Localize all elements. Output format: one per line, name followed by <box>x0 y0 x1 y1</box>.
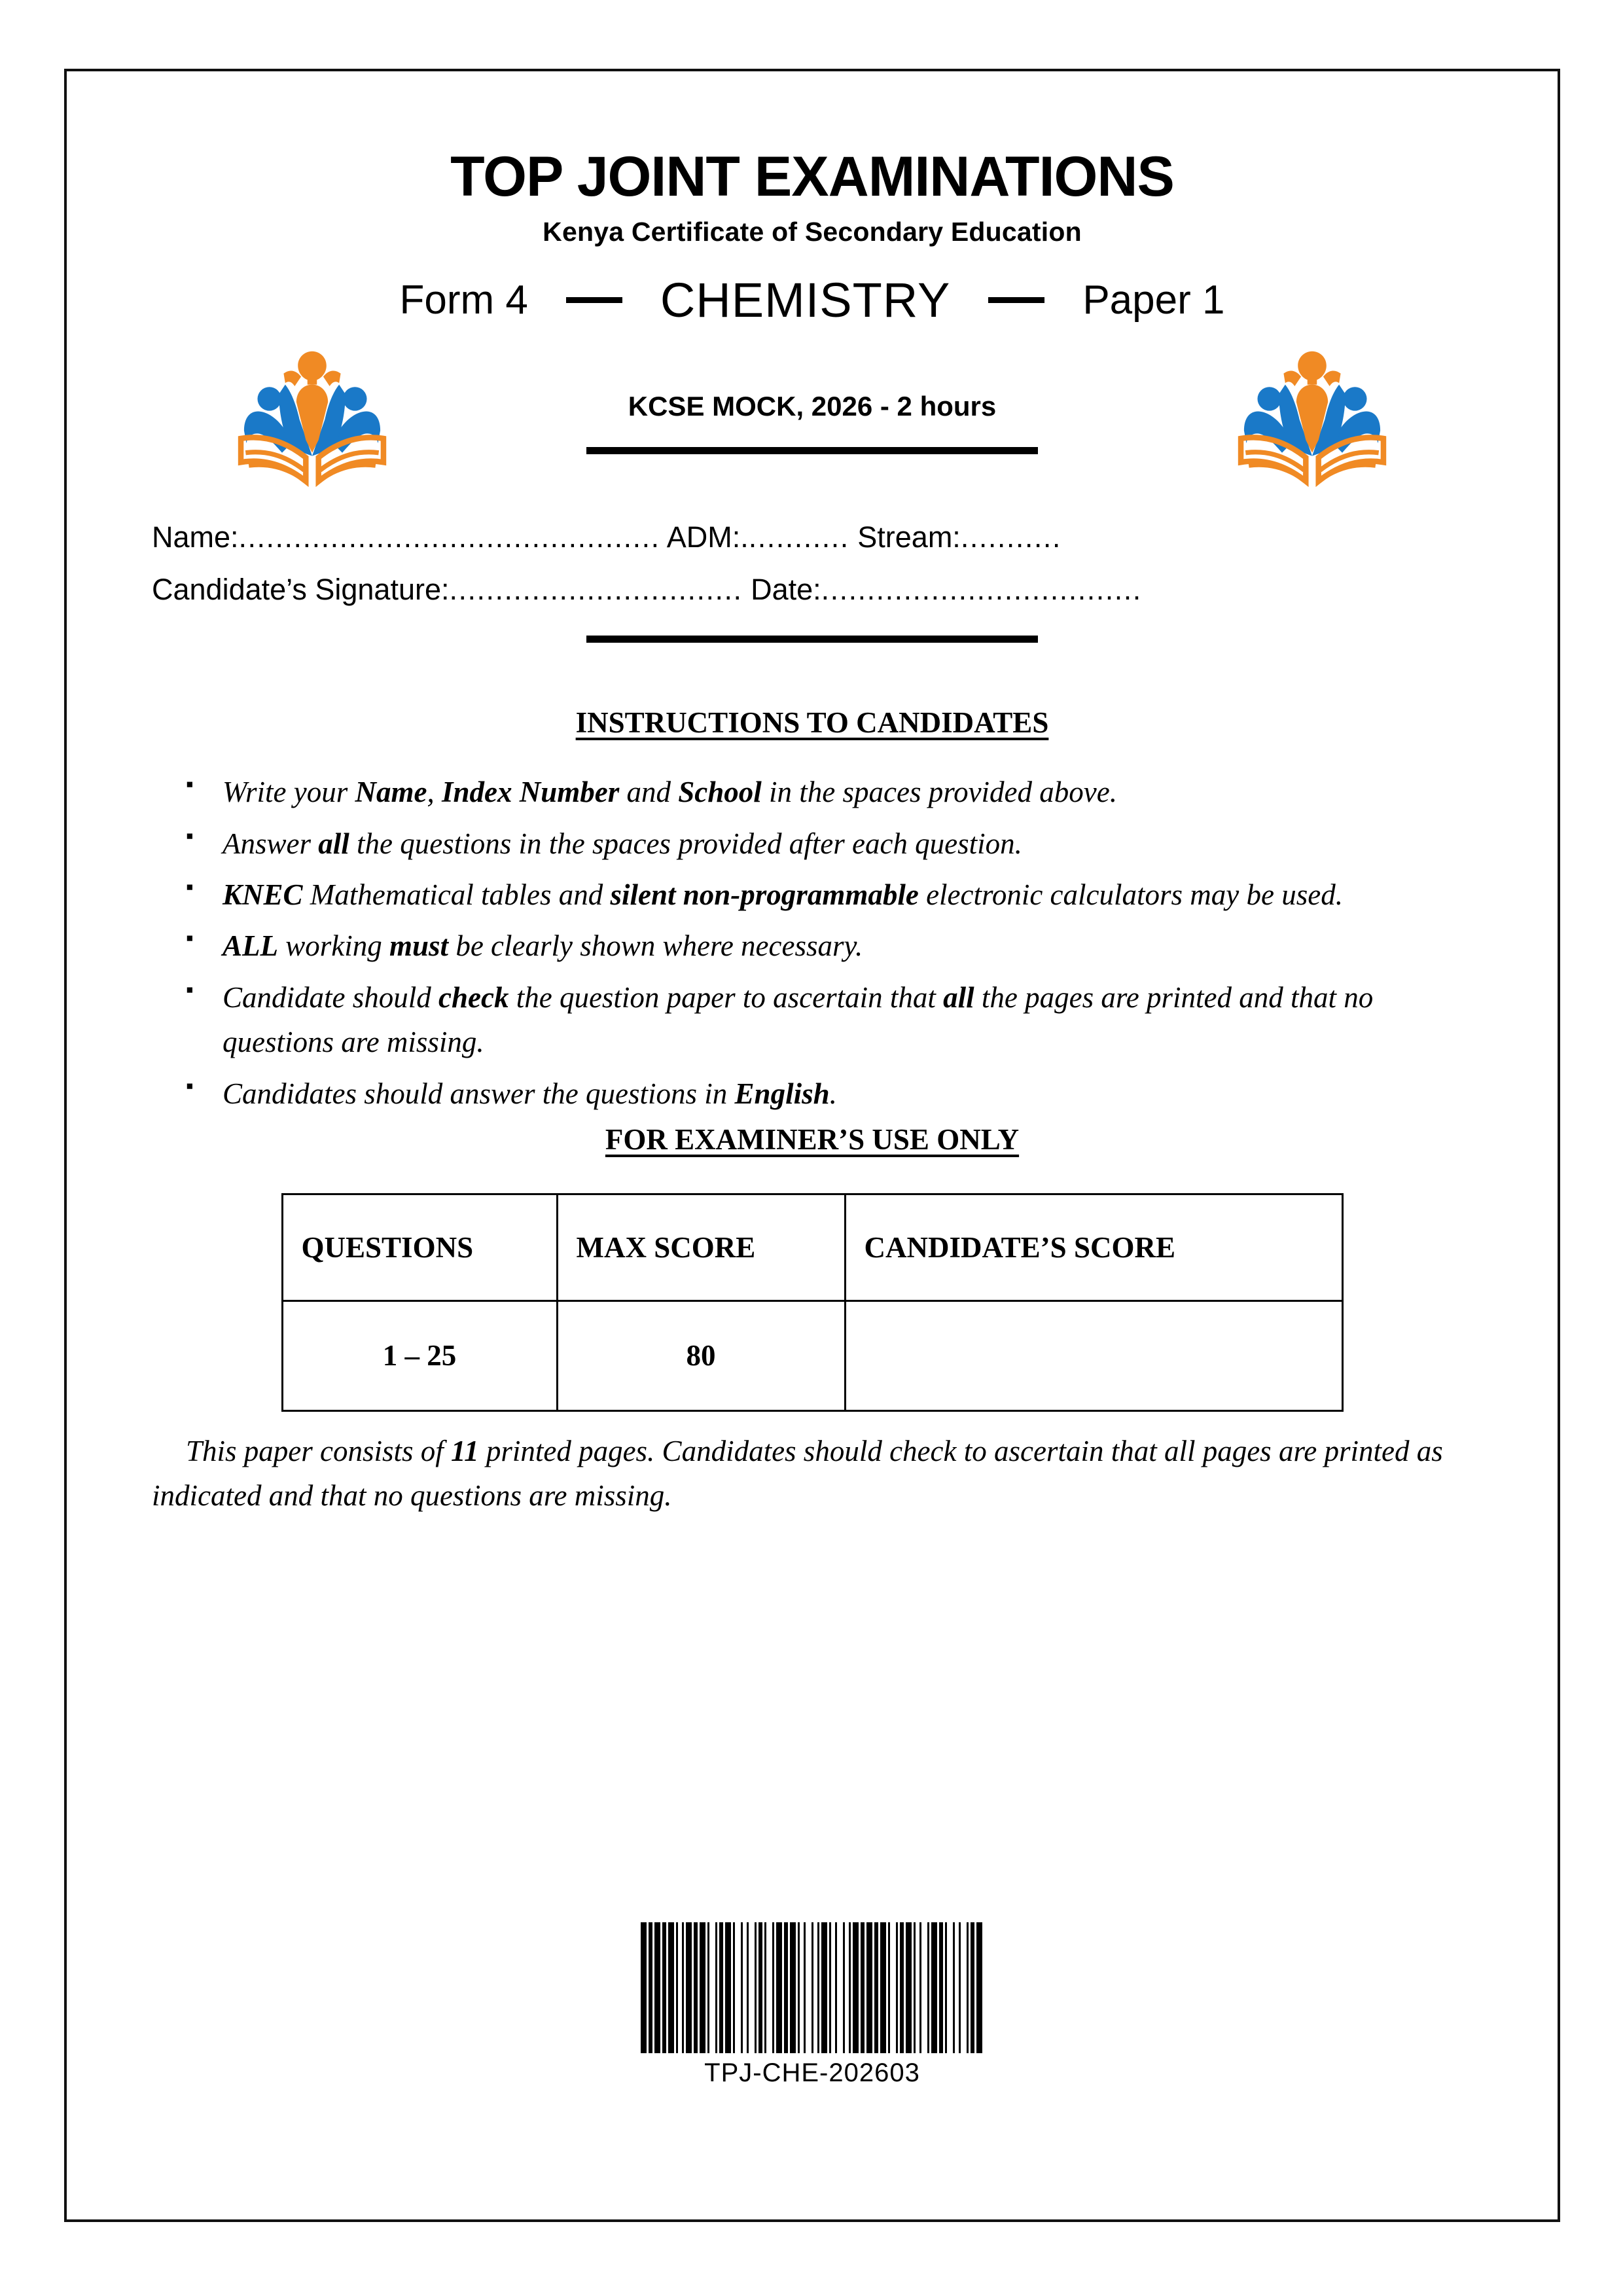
mock-exam-line: KCSE MOCK, 2026 - 2 hours <box>628 391 997 422</box>
paper-label: Paper 1 <box>1082 278 1225 323</box>
barcode-image <box>641 1922 984 2053</box>
examiner-heading: FOR EXAMINER’S USE ONLY <box>605 1122 1020 1156</box>
masthead <box>152 71 1472 247</box>
instruction-item-2: ▪ Answer all the questions in the spaces provided after each question. <box>223 821 1463 866</box>
dash-separator-right <box>988 297 1044 303</box>
divider-rule-top <box>152 447 1472 454</box>
name-label: Name: <box>152 520 239 554</box>
signature-field-row <box>152 564 1472 616</box>
page-border <box>64 69 1560 2222</box>
adm-input[interactable]: ........... <box>748 520 849 554</box>
date-label: Date: <box>751 573 821 607</box>
exam-subtitle: Kenya Certificate of Secondary Education <box>543 217 1082 247</box>
candidate-fields <box>152 511 1472 616</box>
instruction-item-5: ▪ Candidate should check the question paper to ascertain that all the pages are printed and that no questions are missing. <box>223 975 1463 1065</box>
instruction-item-1: ▪ Write your Name, Index Number and School in the spaces provided above. <box>223 770 1463 814</box>
signature-label: Candidate’s Signature: <box>152 573 450 607</box>
subject-name: CHEMISTRY <box>660 273 951 327</box>
page-note-suffix: printed pages. Candidates should check to ascertain that all pages are printed as indicated and that no questions are missing. <box>152 1434 1443 1513</box>
page-note-prefix: This paper consists of <box>186 1434 452 1467</box>
divider-rule-bottom <box>152 636 1472 643</box>
cell-candidate-score[interactable] <box>845 1300 1342 1410</box>
barcode-area <box>67 1914 1558 2088</box>
logo-band <box>152 337 1472 501</box>
barcode-text: TPJ-CHE-202603 <box>704 2058 920 2087</box>
instruction-item-4: ▪ ALL working must be clearly shown where necessary. <box>223 924 1463 968</box>
cell-questions-range: 1 – 25 <box>282 1300 557 1410</box>
exam-title: TOP JOINT EXAMINATIONS <box>450 145 1174 208</box>
name-input[interactable]: .............................................. <box>238 520 660 554</box>
column-header-questions: QUESTIONS <box>282 1194 557 1300</box>
date-input[interactable]: ................................... <box>821 573 1142 607</box>
instruction-item-3: ▪ KNEC Mathematical tables and silent non-programmable electronic calculators may be used. <box>223 872 1463 917</box>
table-header-row <box>282 1194 1342 1300</box>
instructions-list <box>152 770 1472 1116</box>
column-header-max-score: MAX SCORE <box>557 1194 845 1300</box>
printed-pages-note <box>152 1429 1472 1518</box>
subject-row <box>152 272 1472 328</box>
adm-label: ADM:. <box>666 520 749 554</box>
page-note-page-count: 11 <box>451 1434 479 1467</box>
form-label: Form 4 <box>399 278 528 323</box>
examiner-score-table <box>281 1193 1344 1412</box>
cell-max-score: 80 <box>557 1300 845 1410</box>
dash-separator-left <box>566 297 622 303</box>
table-row <box>282 1300 1342 1410</box>
column-header-candidate-score: CANDIDATE’S SCORE <box>845 1194 1342 1300</box>
signature-input[interactable]: ................................ <box>449 573 743 607</box>
instructions-heading: INSTRUCTIONS TO CANDIDATES <box>575 706 1049 740</box>
stream-label: Stream: <box>857 520 961 554</box>
stream-input[interactable]: ........... <box>960 520 1061 554</box>
page-content <box>67 71 1558 2219</box>
instruction-item-6: ▪ Candidates should answer the questions in English. <box>223 1071 1463 1116</box>
name-field-row <box>152 511 1472 564</box>
